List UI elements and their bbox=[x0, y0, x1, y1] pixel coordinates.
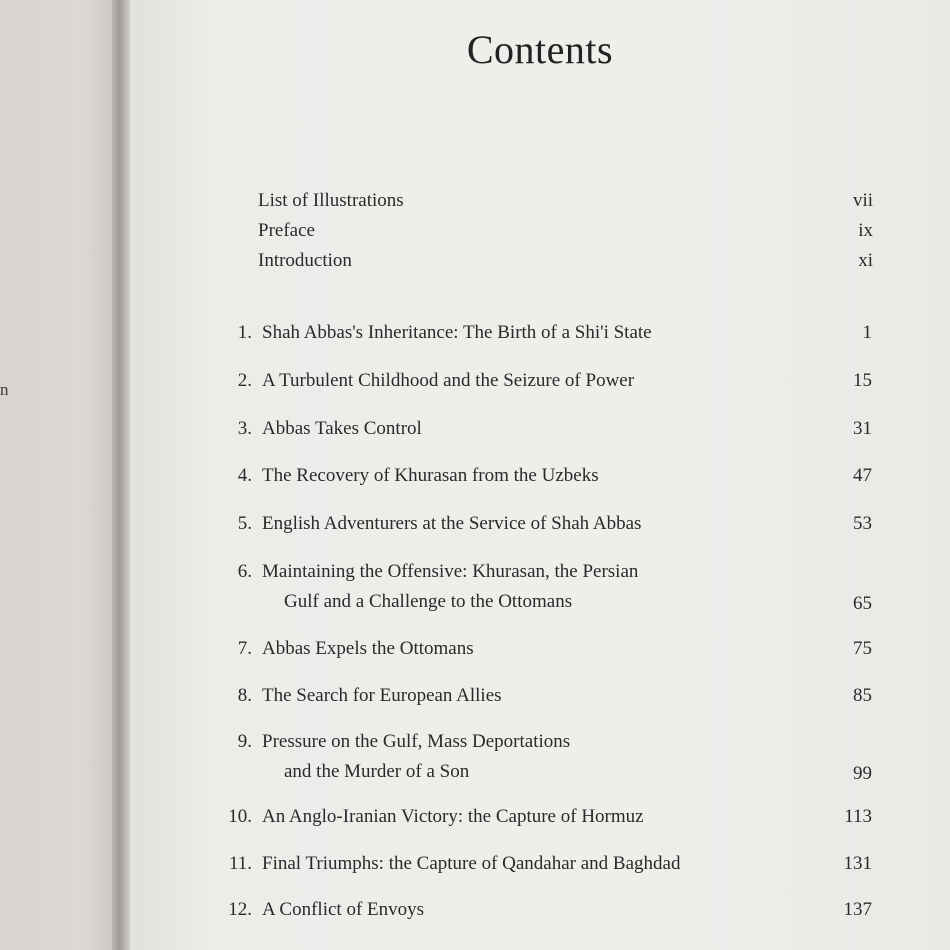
chapter-entry bbox=[222, 681, 872, 711]
chapter-entry bbox=[222, 414, 872, 444]
chapter-entry bbox=[222, 557, 872, 619]
chapter-page: 15 bbox=[853, 370, 872, 391]
chapter-number: 8. bbox=[237, 685, 252, 706]
chapter-title: English Adventurers at the Service of Shah Abbas bbox=[262, 513, 642, 534]
chapter-page: 113 bbox=[844, 806, 872, 827]
chapter-entry bbox=[222, 727, 872, 789]
chapter-entry bbox=[222, 366, 872, 396]
chapter-title: The Search for European Allies bbox=[262, 685, 502, 706]
left-page-text-fragment: n bbox=[0, 380, 9, 399]
chapter-entry bbox=[222, 895, 872, 925]
chapter-page: 53 bbox=[853, 513, 872, 534]
chapter-page: 47 bbox=[853, 465, 872, 486]
chapter-entry bbox=[222, 849, 872, 879]
chapter-page: 85 bbox=[853, 685, 872, 706]
chapter-number: 7. bbox=[237, 638, 252, 659]
prelim-label: Preface bbox=[258, 220, 315, 241]
chapter-number: 2. bbox=[237, 370, 252, 391]
chapter-number: 3. bbox=[237, 418, 252, 439]
chapter-entry bbox=[222, 509, 872, 539]
chapter-number: 1. bbox=[237, 322, 252, 343]
chapter-title-continuation: and the Murder of a Son bbox=[284, 761, 470, 782]
chapter-title bbox=[262, 727, 782, 787]
chapter-number: 11. bbox=[228, 853, 252, 874]
chapter-page: 1 bbox=[862, 322, 872, 343]
chapter-page: 137 bbox=[843, 899, 872, 920]
chapter-entry bbox=[222, 318, 872, 348]
chapter-title-line: Maintaining the Offensive: Khurasan, the Persian bbox=[262, 561, 639, 582]
chapter-title: A Turbulent Childhood and the Seizure of Power bbox=[262, 370, 635, 391]
chapter-page: 99 bbox=[853, 763, 872, 784]
page-title: Contents bbox=[466, 27, 614, 72]
chapter-page: 131 bbox=[843, 853, 872, 874]
chapter-page: 31 bbox=[853, 418, 872, 439]
chapter-number: 6. bbox=[237, 561, 252, 582]
prelim-page: xi bbox=[858, 250, 873, 271]
chapter-number: 10. bbox=[228, 806, 252, 827]
prelim-entry bbox=[258, 190, 873, 220]
prelim-entry bbox=[258, 250, 873, 280]
chapter-number: 5. bbox=[237, 513, 252, 534]
chapter-title-line: Pressure on the Gulf, Mass Deportations bbox=[262, 731, 571, 752]
chapter-title: Abbas Expels the Ottomans bbox=[262, 638, 474, 659]
left-page bbox=[0, 0, 118, 950]
chapter-entry bbox=[222, 802, 872, 832]
chapter-title: An Anglo-Iranian Victory: the Capture of Hormuz bbox=[262, 806, 644, 827]
prelim-label: List of Illustrations bbox=[258, 190, 404, 211]
right-page bbox=[130, 0, 950, 950]
chapter-number: 12. bbox=[228, 899, 252, 920]
chapter-title-continuation: Gulf and a Challenge to the Ottomans bbox=[284, 591, 573, 612]
chapter-title: Shah Abbas's Inheritance: The Birth of a Shi'i State bbox=[262, 322, 652, 343]
chapter-title: Final Triumphs: the Capture of Qandahar and Baghdad bbox=[262, 853, 681, 874]
chapter-title bbox=[262, 557, 782, 617]
chapter-page: 65 bbox=[853, 593, 872, 614]
chapter-entry bbox=[222, 634, 872, 664]
chapter-number: 9. bbox=[237, 731, 252, 752]
chapter-title: Abbas Takes Control bbox=[262, 418, 422, 439]
chapter-title: The Recovery of Khurasan from the Uzbeks bbox=[262, 465, 599, 486]
chapter-title: A Conflict of Envoys bbox=[262, 899, 425, 920]
prelim-label: Introduction bbox=[258, 250, 352, 271]
chapter-number: 4. bbox=[237, 465, 252, 486]
chapter-entry bbox=[222, 461, 872, 491]
prelim-entry bbox=[258, 220, 873, 250]
chapter-page: 75 bbox=[853, 638, 872, 659]
prelim-page: ix bbox=[858, 220, 873, 241]
prelim-page: vii bbox=[852, 190, 873, 211]
